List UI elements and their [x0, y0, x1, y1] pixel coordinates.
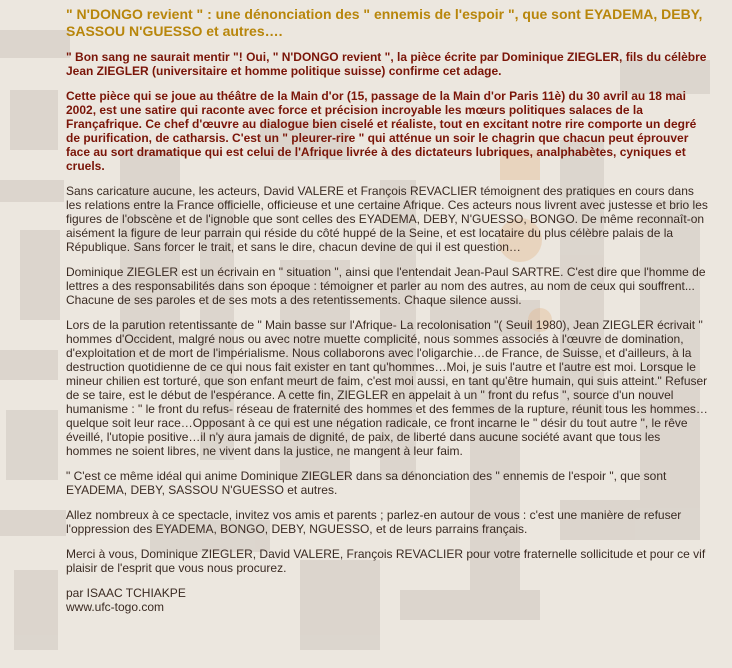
- lead-paragraph: " Bon sang ne saurait mentir "! Oui, " N'DONGO revient ", la pièce écrite par Dominique ZIEGLER, fils du célèbre Jean ZIEGLER (universitaire et homme politique suisse) confirme cet adage.: [66, 50, 707, 78]
- lead-paragraph: Cette pièce qui se joue au théâtre de la Main d'or (15, passage de la Main d'or Paris 11è) du 30 avril au 18 mai 2002, est une satire qui raconte avec force et précision incroyable les mœurs politiques salaces de la Françafrique. Ce chef d'œuvre au dialogue bien ciselé et réaliste, tout en excitant notre rire comporte un degré de purification, de catharsis. C'est un " pleurer-rire " qui atténue un soir le chagrin que chacun peut éprouver face au sort dramatique qui est celui de l'Afrique livrée à des dictateurs lubriques, analphabètes, cyniques et cruels.: [66, 89, 697, 173]
- author-byline: par ISAAC TCHIAKPE: [66, 586, 186, 600]
- body-paragraph: Sans caricature aucune, les acteurs, David VALERE et François REVACLIER témoignent des pratiques en cours dans les relations entre la France officielle, officieuse et une certaine Afrique. Ces acteurs nous livrent avec justesse et brio les figures de l'obscène et de l'ignoble que sont celles des EYADEMA, DEBY, N'GUESSO, BONGO. De même reconnaît-on aisément la figure de leur parrain qui réside du côté huppé de la Seine, et est locataire du plus célèbre palais de la République. Sans forcer le trait, et sans le dire, chacun devine de qui il est question…: [66, 184, 708, 254]
- article: [66, 6, 708, 614]
- body-paragraph: Lors de la parution retentissante de " Main basse sur l'Afrique- La recolonisation "( Seuil 1980), Jean ZIEGLER écrivait " hommes d'Occident, malgré nous ou avec notre muette complicité, nous sommes associés à l'œuvre de domination, d'exploitation et de mort de l'impérialisme. Nous collaborons avec l'oligarchie…de France, de Suisse, et d'ailleurs, à la destruction quotidienne de ce qui nous fait exister en tant qu'hommes…Moi, je suis l'autre et l'autre est moi. Lorsque le mineur chilien est torturé, que son enfant meurt de faim, c'est moi aussi, en tant qu'être humain, qui suis atteint." Refuser de se taire, est le début de l'espérance. A cette fin, ZIEGLER en appelait à un " front du refus ", source d'un nouvel humanisme : " le front du refus- réseau de fraternité des hommes et des femmes de la rupture, réunit tous les hommes…quelque soit leur race…Opposant à ce qui est une négation radicale, ce front incarne le " désir du tout autre ", le rêve éveillé, l'utopie positive…il n'y aura jamais de dignité, de paix, de liberté dans aucune société avant que tous les hommes ne soient libres, ne vivent dans la justice, ne mangent à leur faim.: [66, 318, 708, 458]
- website-link[interactable]: www.ufc-togo.com: [66, 600, 165, 614]
- article-headline: " N'DONGO revient " : une dénonciation des " ennemis de l'espoir ", que sont EYADEMA, DEBY, SASSOU N'GUESSO et autres….: [66, 6, 703, 39]
- body-paragraph: Dominique ZIEGLER est un écrivain en " situation ", ainsi que l'entendait Jean-Paul SARTRE. C'est dire que l'homme de lettres a des responsabilités dans son époque : témoigner et parler au nom des autres, au nom de ceux qui souffrent... Chacune de ses paroles et de ses mots a des retentissements. Chaque silence aussi.: [66, 265, 706, 307]
- signature-block: [66, 586, 708, 614]
- body-paragraph: Merci à vous, Dominique ZIEGLER, David VALERE, François REVACLIER pour votre fraternelle sollicitude et pour ce vif plaisir de l'esprit que vous nous procurez.: [66, 547, 706, 575]
- body-paragraph: Allez nombreux à ce spectacle, invitez vos amis et parents ; parlez-en autour de vous : c'est une manière de refuser l'oppression des EYADEMA, BONGO, DEBY, NGUESSO, et de leurs parrains français.: [66, 508, 682, 536]
- body-paragraph: " C'est ce même idéal qui anime Dominique ZIEGLER dans sa dénonciation des " ennemis de l'espoir ", que sont EYADEMA, DEBY, SASSOU N'GUESSO et autres.: [66, 469, 667, 497]
